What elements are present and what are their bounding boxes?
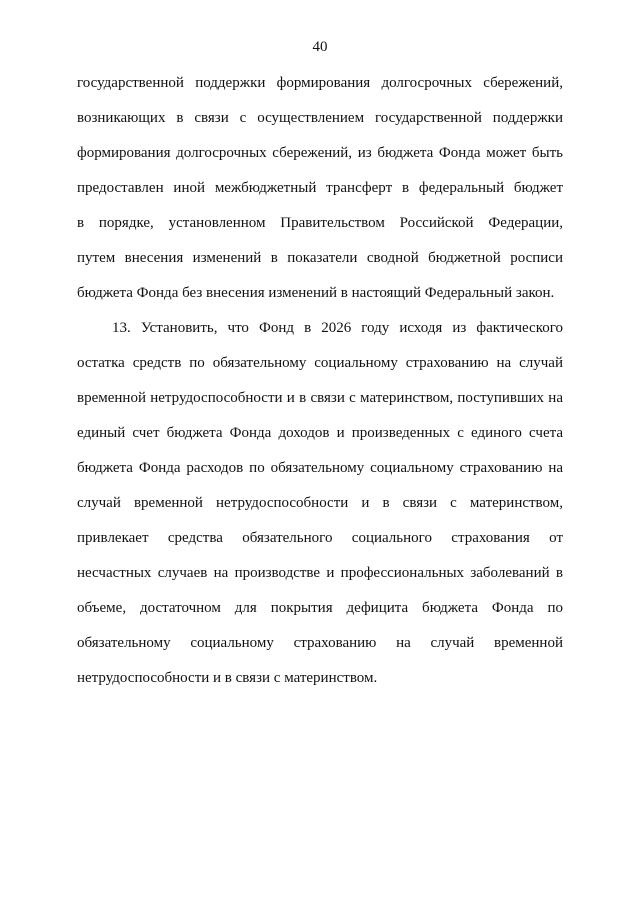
text-line: привлекает средства обязательного социального страхования от — [77, 530, 563, 546]
text-line: нетрудоспособности и в связи с материнством. — [77, 670, 378, 686]
text-line: в порядке, установленном Правительством Российской Федерации, — [77, 215, 563, 231]
text-line: бюджета Фонда без внесения изменений в настоящий Федеральный закон. — [77, 285, 555, 301]
text-line: обязательному социальному страхованию на случай временной — [77, 635, 563, 651]
page-number: 40 — [312, 39, 328, 55]
text-line: предоставлен иной межбюджетный трансферт в федеральный бюджет — [77, 180, 563, 196]
text-line: объеме, достаточном для покрытия дефицита бюджета Фонда по — [77, 600, 563, 616]
text-line: возникающих в связи с осуществлением государственной поддержки — [77, 110, 563, 126]
text-line: путем внесения изменений в показатели сводной бюджетной росписи — [77, 250, 563, 266]
text-line: остатка средств по обязательному социальному страхованию на случай — [77, 355, 563, 371]
text-line: единый счет бюджета Фонда доходов и произведенных с единого счета — [77, 425, 563, 441]
text-line: формирования долгосрочных сбережений, из бюджета Фонда может быть — [77, 145, 563, 161]
text-line: 13. Установить, что Фонд в 2026 году исходя из фактического — [112, 320, 563, 336]
text-line: государственной поддержки формирования долгосрочных сбережений, — [77, 75, 563, 91]
text-line: несчастных случаев на производстве и профессиональных заболеваний в — [77, 565, 563, 581]
text-line: бюджета Фонда расходов по обязательному социальному страхованию на — [77, 460, 563, 476]
text-line: случай временной нетрудоспособности и в связи с материнством, — [77, 495, 563, 511]
text-line: временной нетрудоспособности и в связи с материнством, поступивших на — [77, 390, 563, 406]
